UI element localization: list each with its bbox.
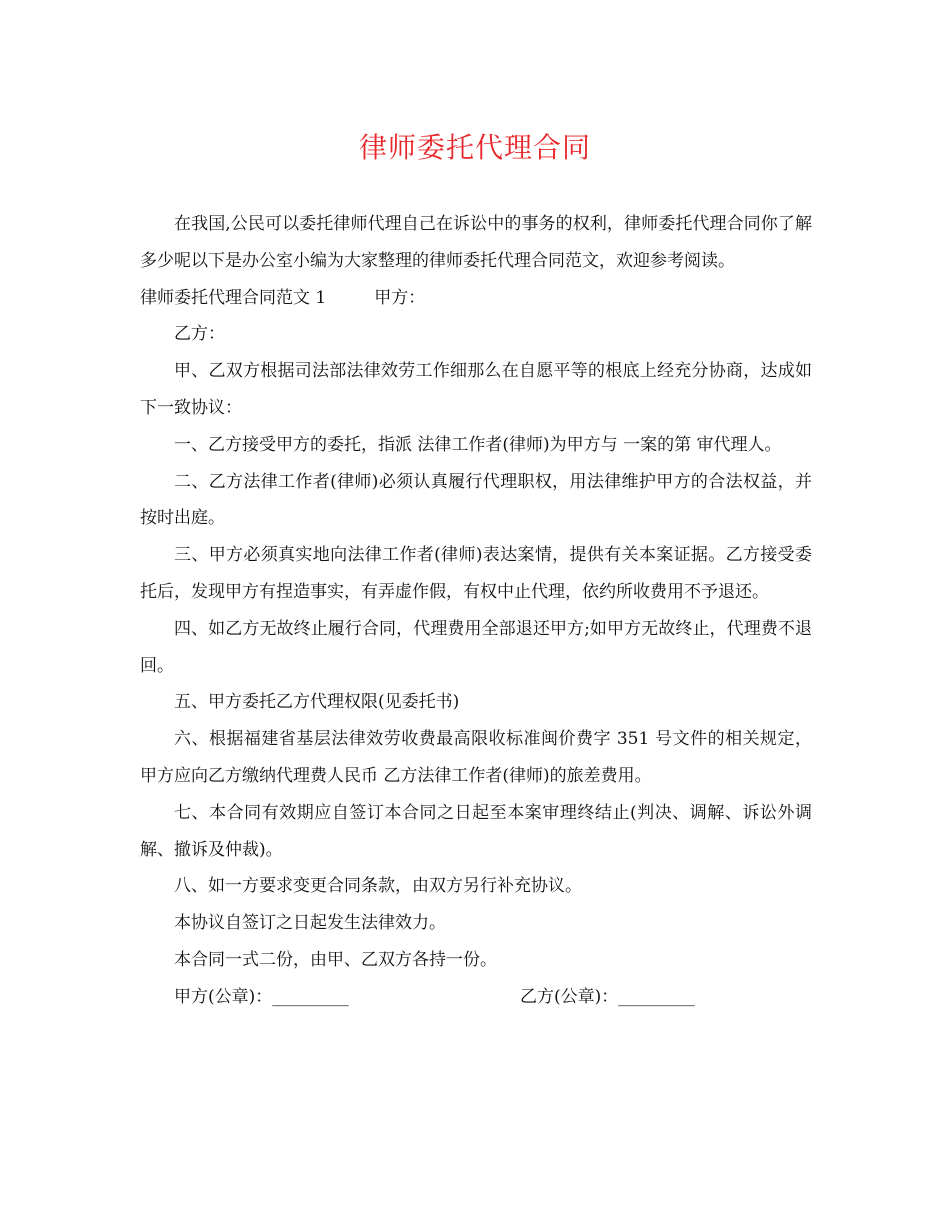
clause-6: 六、根据福建省基层法律效劳收费最高限收标准闽价费字 351 号文件的相关规定，甲方应向乙方缴纳代理费人民币 乙方法律工作者(律师)的旅差费用。 [140,729,812,786]
party-b-line: 乙方： [174,324,225,345]
party-a-line: 甲方： [374,287,426,308]
intro-paragraph: 在我国,公民可以委托律师代理自己在诉讼中的事务的权利，律师委托代理合同你了解多少呢以下是办公室小编为大家整理的律师委托代理合同范文，欢迎参考阅读。 [140,214,812,271]
clause-8: 八、如一方要求变更合同条款，由双方另行补充协议。 [174,876,582,897]
clause-3: 三、甲方必须真实地向法律工作者(律师)表达案情，提供有关本案证据。乙方接受委托后，发现甲方有捏造事实，有弄虚作假，有权中止代理，依约所收费用不予退还。 [140,545,812,602]
signature-party-b: 乙方(公章)：_________ [520,986,695,1007]
clause-4: 四、如乙方无故终止履行合同，代理费用全部退还甲方;如甲方无故终止，代理费不退回。 [140,618,812,676]
agreement-intro: 甲、乙双方根据司法部法律效劳工作细那么在自愿平等的根底上经充分协商，达成如下一致协议： [140,361,812,418]
document-body [140,206,812,1016]
clause-2: 二、乙方法律工作者(律师)必须认真履行代理职权，用法律维护甲方的合法权益，并按时出庭。 [140,471,812,529]
signature-row [140,979,812,1016]
signature-party-a: 甲方(公章)：_________ [174,986,349,1007]
clause-5: 五、甲方委托乙方代理权限(见委托书) [174,692,460,713]
clause-7: 七、本合同有效期应自签订本合同之日起至本案审理终结止(判决、调解、诉讼外调解、撤诉及仲裁)。 [140,802,812,860]
document-title: 律师委托代理合同 [358,131,591,164]
sample-heading: 律师委托代理合同范文 1 [140,287,327,308]
clause-1: 一、乙方接受甲方的委托，指派 法律工作者(律师)为甲方与 一案的第 审代理人。 [174,434,782,455]
sample-heading-line [140,280,812,317]
copies-note: 本合同一式二份，由甲、乙双方各持一份。 [174,949,497,970]
effective-note: 本协议自签订之日起发生法律效力。 [174,913,446,934]
